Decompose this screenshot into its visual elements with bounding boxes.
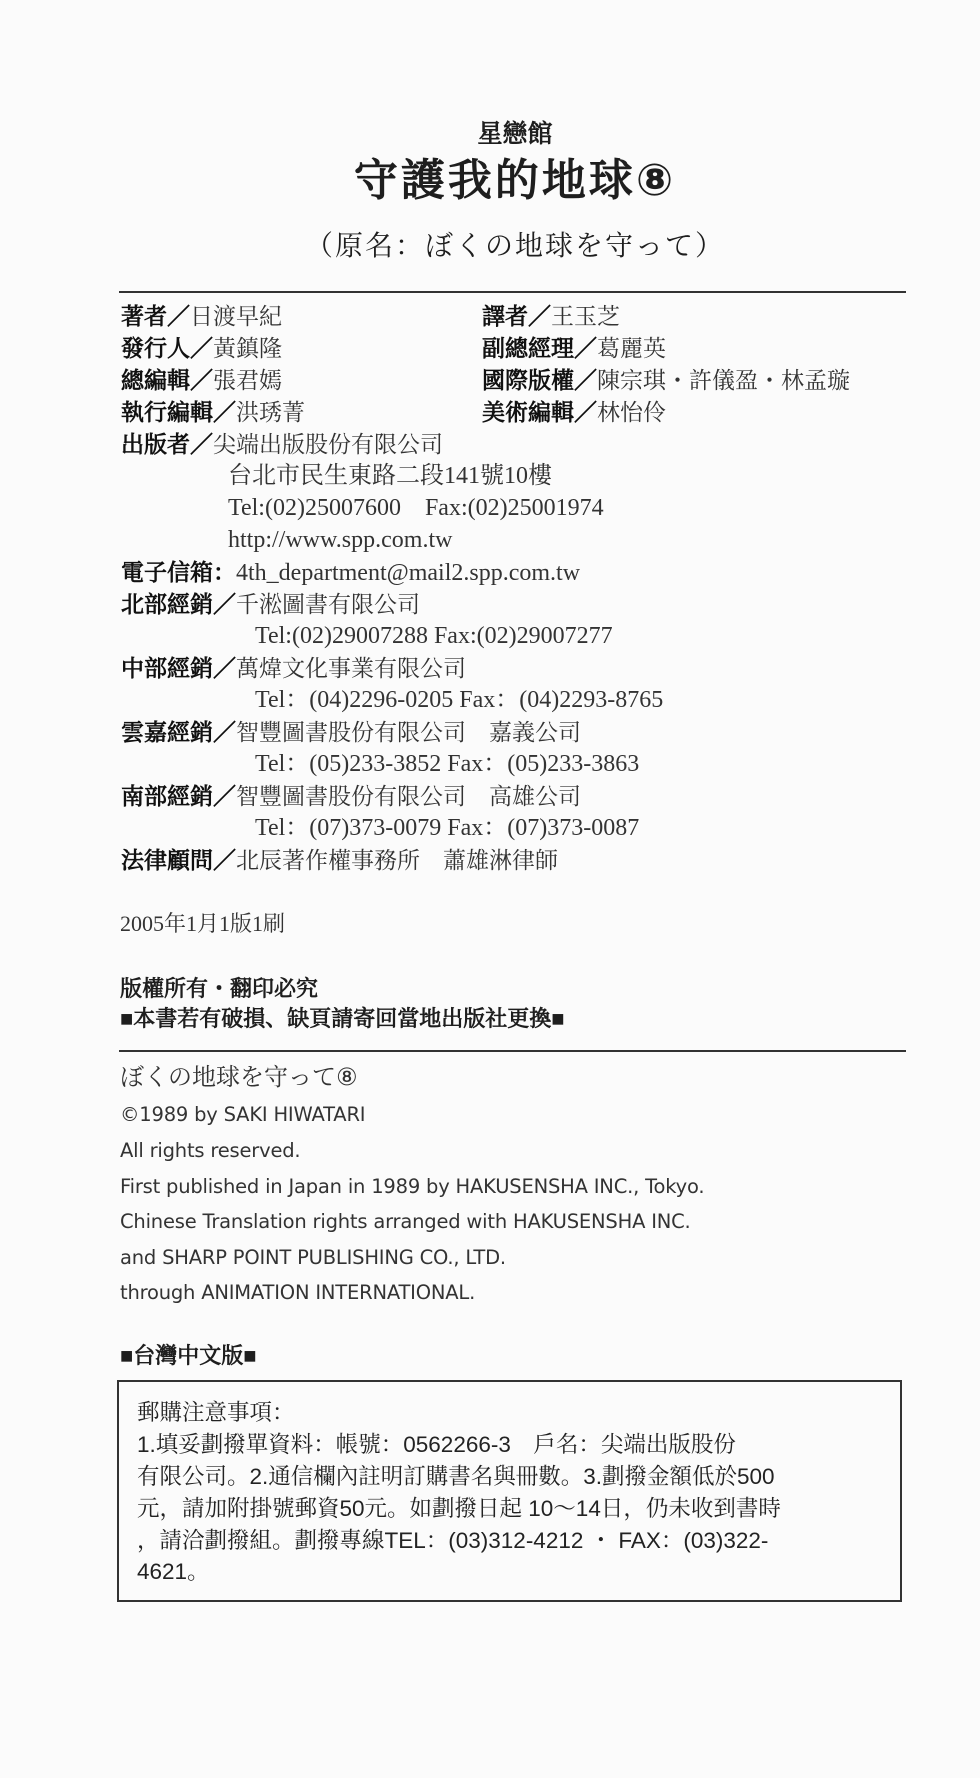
replacement-notice: ■本書若有破損、缺頁請寄回當地出版社更換■ <box>120 1006 565 1031</box>
email-value[interactable]: 4th_department@mail2.spp.com.tw <box>236 560 581 586</box>
credit-label: 發行人／ <box>121 335 213 361</box>
copyright-line: ©1989 by SAKI HIWATARI <box>120 1103 366 1126</box>
credit-row <box>121 367 850 394</box>
credit-value: 張君嫣 <box>213 368 282 393</box>
mail-order-box <box>117 1380 902 1602</box>
publisher-row <box>121 431 443 458</box>
original-title-jp: ぼくの地球を守って⑧ <box>120 1064 358 1091</box>
credit-label: 副總經理／ <box>482 335 597 361</box>
mail-order-line: 1.填妥劃撥單資料：帳號：0562266-3 戶名：尖端出版股份 <box>137 1432 736 1457</box>
mail-order-line: 元，請加附掛號郵資50元。如劃撥日起 10～14日，仍未收到書時 <box>137 1496 781 1521</box>
publisher-address: 台北市民生東路二段141號10樓 <box>228 463 552 489</box>
distributor-name: 萬煒文化事業有限公司 <box>236 656 466 681</box>
copyright-line: All rights reserved. <box>120 1139 301 1162</box>
credit-label: 總編輯／ <box>121 367 213 393</box>
email-label: 電子信箱： <box>121 559 236 585</box>
copyright-line: through ANIMATION INTERNATIONAL. <box>120 1281 476 1304</box>
copyright-line: Chinese Translation rights arranged with HAKUSENSHA INC. <box>120 1210 691 1233</box>
legal-row <box>121 847 558 874</box>
book-title: 守護我的地球⑧ <box>353 156 677 205</box>
credit-label: 譯者／ <box>482 303 551 329</box>
email-row <box>121 559 580 586</box>
distributor-label: 中部經銷／ <box>121 655 236 681</box>
divider-top <box>119 291 906 293</box>
credit-value: 陳宗琪・許儀盈・林孟璇 <box>597 368 850 393</box>
credit-value: 葛麗英 <box>597 336 666 361</box>
copyright-line: and SHARP POINT PUBLISHING CO., LTD. <box>120 1246 506 1269</box>
imprint-name: 星戀館 <box>477 120 553 148</box>
credit-row <box>121 335 666 362</box>
distributor-name: 智豐圖書股份有限公司 嘉義公司 <box>236 720 581 745</box>
publisher-phone: Tel:(02)25007600 Fax:(02)25001974 <box>228 495 604 521</box>
distributor-phone: Tel：(07)373-0079 Fax：(07)373-0087 <box>255 815 640 841</box>
distributor-phone: Tel:(02)29007288 Fax:(02)29007277 <box>255 623 613 649</box>
rights-notice: 版權所有・翻印必究 <box>120 976 319 1001</box>
credit-label: 美術編輯／ <box>482 399 597 425</box>
distributor-row <box>121 783 581 810</box>
distributor-label: 南部經銷／ <box>121 783 236 809</box>
distributor-phone: Tel：(04)2296-0205 Fax：(04)2293-8765 <box>255 687 664 713</box>
edition-label: ■台灣中文版■ <box>120 1343 257 1368</box>
mail-order-line: 4621。 <box>137 1559 210 1584</box>
publisher-url[interactable]: http://www.spp.com.tw <box>228 527 453 553</box>
credit-label: 國際版權／ <box>482 367 597 393</box>
distributor-phone: Tel：(05)233-3852 Fax：(05)233-3863 <box>255 751 640 777</box>
legal-value: 北辰著作權事務所 蕭雄淋律師 <box>236 848 558 873</box>
divider-middle <box>119 1050 906 1052</box>
original-title: （原名：ぼくの地球を守って） <box>304 230 725 261</box>
credit-value: 洪琇菁 <box>236 400 305 425</box>
distributor-row <box>121 719 581 746</box>
distributor-row <box>121 655 466 682</box>
publisher-label: 出版者／ <box>121 431 213 457</box>
legal-label: 法律顧問／ <box>121 847 236 873</box>
edition-date: 2005年1月1版1刷 <box>120 911 286 936</box>
credit-label: 執行編輯／ <box>121 399 236 425</box>
credit-row <box>121 303 620 330</box>
mail-order-line: 有限公司。2.通信欄內註明訂購書名與冊數。3.劃撥金額低於500 <box>137 1464 775 1489</box>
credit-value: 王玉芝 <box>551 304 620 329</box>
distributor-label: 北部經銷／ <box>121 591 236 617</box>
mail-order-heading: 郵購注意事項： <box>137 1400 295 1425</box>
credit-value: 日渡早紀 <box>190 304 282 329</box>
distributor-row <box>121 591 420 618</box>
publisher-name: 尖端出版股份有限公司 <box>213 432 443 457</box>
credit-value: 黃鎮隆 <box>213 336 282 361</box>
credit-row <box>121 399 666 426</box>
distributor-label: 雲嘉經銷／ <box>121 719 236 745</box>
credit-label: 著者／ <box>121 303 190 329</box>
mail-order-line: ，請洽劃撥組。劃撥專線TEL：(03)312-4212 ・ FAX：(03)322- <box>137 1528 769 1553</box>
distributor-name: 智豐圖書股份有限公司 高雄公司 <box>236 784 581 809</box>
distributor-name: 千淞圖書有限公司 <box>236 592 420 617</box>
credit-value: 林怡伶 <box>597 400 666 425</box>
copyright-line: First published in Japan in 1989 by HAKUSENSHA INC., Tokyo. <box>120 1175 705 1198</box>
